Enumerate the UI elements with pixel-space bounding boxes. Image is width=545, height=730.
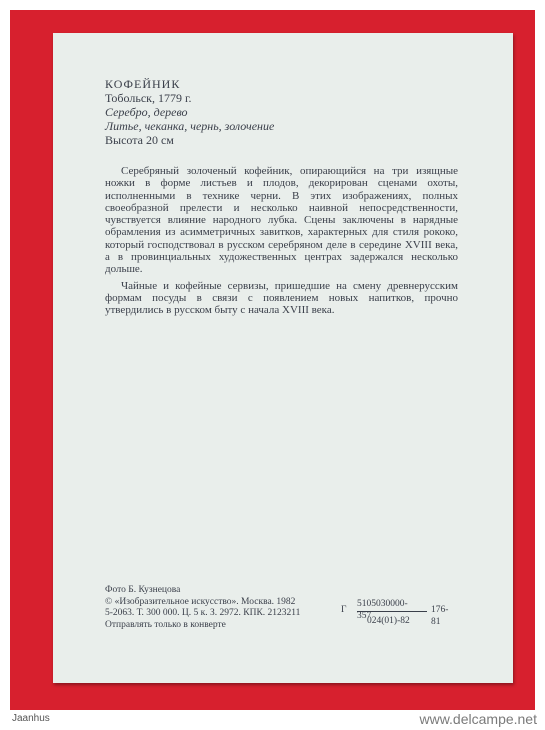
catalog-code-top: 5105030000-357	[357, 599, 408, 621]
item-title: КОФЕЙНИК	[105, 77, 181, 91]
item-material: Серебро, дерево	[105, 105, 188, 119]
publisher-line: © «Изобразительное искусство». Москва. 1982	[105, 596, 296, 607]
item-header	[105, 77, 274, 147]
envelope-note: Отправлять только в конверте	[105, 619, 226, 630]
item-place-year: Тобольск, 1779 г.	[105, 91, 192, 105]
catalog-number: 176-81	[431, 605, 449, 627]
description-paragraph-1: Серебряный золоченый кофейник, опирающийся на три изящные ножки в форме листьев и плодов, декорирован сценами охоты, исполненными в технике черни. В этих изображениях, полных своеобразной прелести и несколько наивной непосредственности, чувствуется влияние народного лубка. Сцены заключены в нарядные обрамления из асимметричных завитков, характерных для стиля рококо, который господствовал в русском серебряном деле в середине XVIII века, а в провинциальных художественных центрах задержался несколько дольше.	[105, 165, 458, 276]
photo-credit: Фото Б. Кузнецова	[105, 585, 181, 595]
imprint-block	[105, 585, 300, 631]
description-paragraph-2: Чайные и кофейные сервизы, пришедшие на смену древнерусским формам посуды в связи с появлением новых напитков, прочно утвердились в русском быту с начала XVIII века.	[105, 279, 458, 317]
description-text	[105, 165, 458, 321]
postcard-back	[53, 33, 513, 683]
index-letter: Г	[341, 605, 347, 615]
item-height: Высота 20 см	[105, 133, 174, 147]
watermark-seller: Jaanhus	[12, 713, 50, 724]
catalog-code-bottom: 024(01)-82	[367, 616, 410, 626]
watermark-site: www.delcampe.net	[419, 711, 537, 727]
print-info: 5-2063. Т. 300 000. Ц. 5 к. З. 2972. КПК. 2123211	[105, 608, 301, 618]
item-technique: Литье, чеканка, чернь, золочение	[105, 119, 275, 133]
fraction-rule	[357, 611, 427, 612]
